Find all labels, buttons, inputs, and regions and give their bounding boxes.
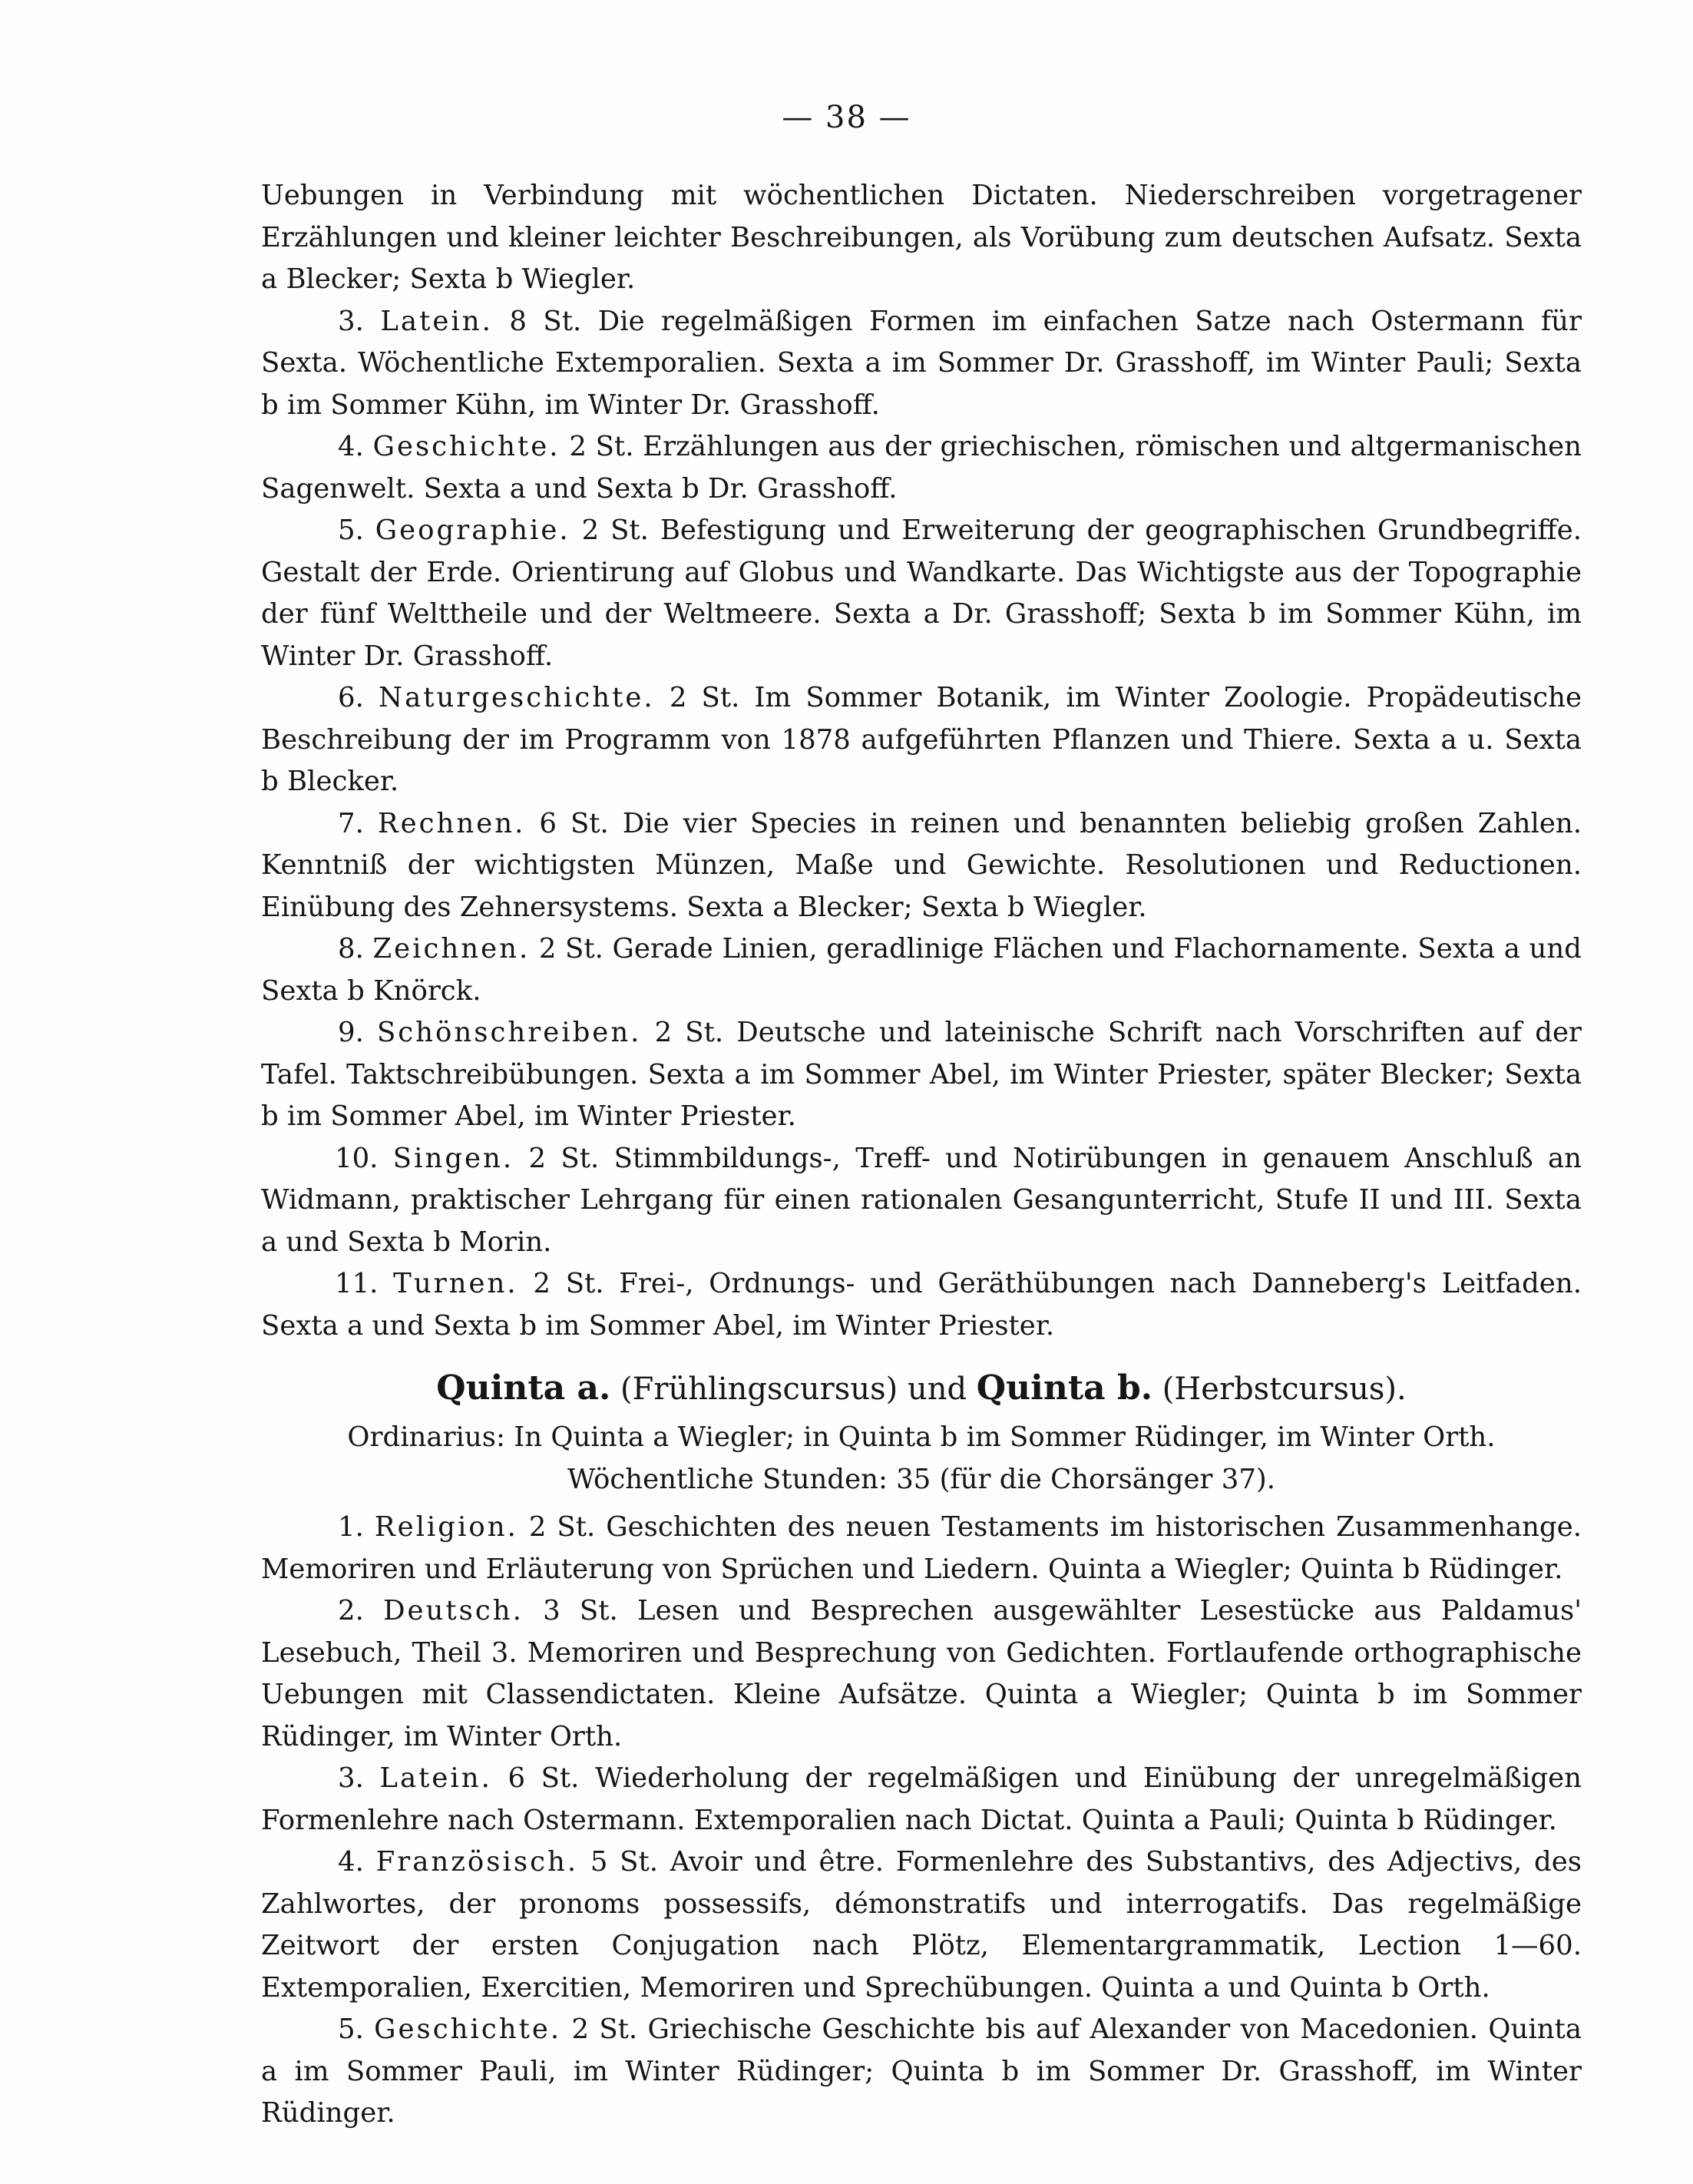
quinta-item-latein: 3. Latein. 6 St. Wiederholung der regelmäßigen und Einübung der unregelmäßigen Formenlehre nach Ostermann. Extemporalien nach Dictat. Quinta a Pauli; Quinta b Rüdinger. — [261, 1762, 1582, 1836]
sexta-item-geographie: 5. Geographie. 2 St. Befestigung und Erweiterung der geographischen Grundbegriffe. Gestalt der Erde. Orientirung auf Globus und Wandkarte. Das Wichtigste aus der Topographie der fünf Welttheile und der Weltmeere. Sexta a Dr. Grasshoff; Sexta b im Sommer Kühn, im Winter Dr. Grasshoff. — [261, 515, 1582, 672]
quinta-item-religion: 1. Religion. 2 St. Geschichten des neuen Testaments im historischen Zusammenhange. Memoriren und Erläuterung von Sprüchen und Liedern. Quinta a Wiegler; Quinta b Rüdinger. — [261, 1511, 1582, 1585]
sexta-item-singen: 10. Singen. 2 St. Stimmbildungs-, Treff- und Notirübungen in genauem Anschluß an Widmann, praktischer Lehrgang für einen rationalen Gesangunterricht, Stufe II und III. Sexta a und Sexta b Morin. — [261, 1142, 1582, 1258]
ordinarius-line: Ordinarius: In Quinta a Wiegler; in Quinta b im Sommer Rüdinger, im Winter Orth. — [347, 1421, 1496, 1453]
quinta-item-deutsch: 2. Deutsch. 3 St. Lesen und Besprechen ausgewählter Lesestücke aus Paldamus' Lesebuch, Theil 3. Memoriren und Besprechung von Gedichten. Fortlaufende orthographische Uebungen mit Classendictaten. Kleine Aufsätze. Quinta a Wiegler; Quinta b im Sommer Rüdinger, im Winter Orth. — [261, 1595, 1582, 1752]
quinta-item-geschichte: 5. Geschichte. 2 St. Griechische Geschichte bis auf Alexander von Macedonien. Quinta a im Sommer Pauli, im Winter Rüdinger; Quinta b im Sommer Dr. Grasshoff, im Winter Rüdinger. — [261, 2014, 1582, 2129]
weekly-hours-line: Wöchentliche Stunden: 35 (für die Chorsänger 37). — [567, 1463, 1276, 1495]
sexta-item-turnen: 11. Turnen. 2 St. Frei-, Ordnungs- und Geräthübungen nach Danneberg's Leitfaden. Sexta a und Sexta b im Sommer Abel, im Winter Priester. — [261, 1268, 1582, 1342]
quinta-heading: Quinta a. (Frühlingscursus) und Quinta b. (Herbstcursus). — [436, 1368, 1407, 1408]
quinta-item-franzoesisch: 4. Französisch. 5 St. Avoir und être. Formenlehre des Substantivs, des Adjectivs, des Zahlwortes, der pronoms possessifs, démonstratifs und interrogatifs. Das regelmäßige Zeitwort der ersten Conjugation nach Plötz, Elementargrammatik, Lection 1—60. Extemporalien, Exercitien, Memoriren und Sprechübungen. Quinta a und Quinta b Orth. — [261, 1846, 1582, 2004]
quinta-ordinarius — [261, 1417, 1582, 1501]
sexta-intro-paragraph: Uebungen in Verbindung mit wöchentlichen Dictaten. Niederschreiben vorgetragener Erzählungen und kleiner leichter Beschreibungen, als Vorübung zum deutschen Aufsatz. Sexta a Blecker; Sexta b Wiegler. — [261, 180, 1582, 295]
sexta-item-naturgeschichte: 6. Naturgeschichte. 2 St. Im Sommer Botanik, im Winter Zoologie. Propädeutische Beschreibung der im Programm von 1878 aufgeführten Pflanzen und Thiere. Sexta a u. Sexta b Blecker. — [261, 682, 1582, 797]
sexta-item-rechnen: 7. Rechnen. 6 St. Die vier Species in reinen und benannten beliebig großen Zahlen. Kenntniß der wichtigsten Münzen, Maße und Gewichte. Resolutionen und Reductionen. Einübung des Zehnersystems. Sexta a Blecker; Sexta b Wiegler. — [261, 807, 1582, 923]
sexta-item-zeichnen: 8. Zeichnen. 2 St. Gerade Linien, geradlinige Flächen und Flachornamente. Sexta a und Sexta b Knörck. — [261, 933, 1582, 1007]
page-number: — 38 — — [782, 100, 911, 135]
body-text — [261, 175, 1582, 2135]
sexta-item-latein: 3. Latein. 8 St. Die regelmäßigen Formen im einfachen Satze nach Ostermann für Sexta. Wöchentliche Extemporalien. Sexta a im Sommer Dr. Grasshoff, im Winter Pauli; Sexta b im Sommer Kühn, im Winter Dr. Grasshoff. — [261, 305, 1582, 421]
sexta-item-geschichte: 4. Geschichte. 2 St. Erzählungen aus der griechischen, römischen und altgermanischen Sagenwelt. Sexta a und Sexta b Dr. Grasshoff. — [261, 431, 1582, 505]
sexta-item-schoenschreiben: 9. Schönschreiben. 2 St. Deutsche und lateinische Schrift nach Vorschriften auf der Tafel. Taktschreibübungen. Sexta a im Sommer Abel, im Winter Priester, später Blecker; Sexta b im Sommer Abel, im Winter Priester. — [261, 1017, 1582, 1132]
